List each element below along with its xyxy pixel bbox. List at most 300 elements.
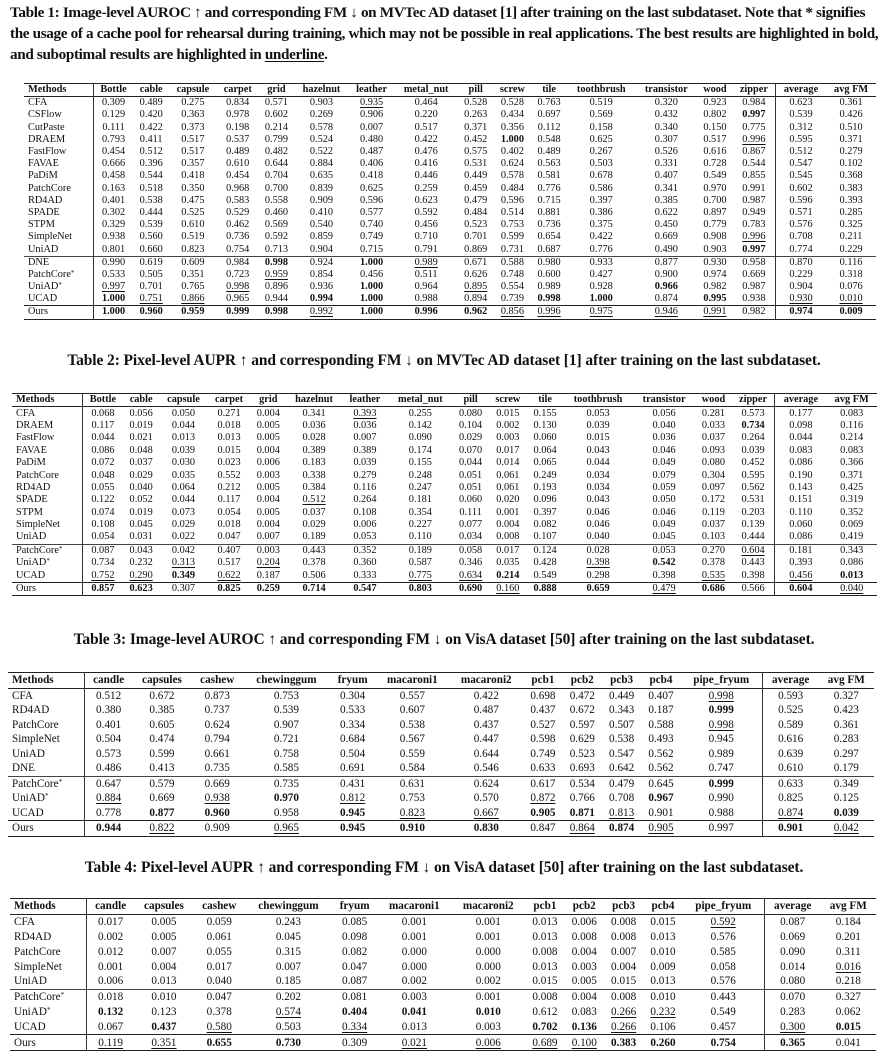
metric-cell xyxy=(82,407,123,420)
metric-value: 0.214 xyxy=(840,432,864,444)
table-row xyxy=(10,959,876,974)
metric-cell xyxy=(681,776,763,791)
metric-value: 0.960 xyxy=(139,306,163,318)
metric-cell xyxy=(821,944,876,959)
metric-cell xyxy=(732,469,775,481)
metric-cell xyxy=(775,195,826,207)
metric-cell xyxy=(641,821,680,837)
metric-value: 0.361 xyxy=(833,718,859,731)
metric-value: 0.644 xyxy=(473,747,499,760)
metric-value: 0.659 xyxy=(586,583,610,595)
metric-cell xyxy=(697,231,733,243)
cache-pool-marker: * xyxy=(60,991,65,1000)
method-label: RD4AD xyxy=(14,930,52,943)
metric-value: 0.080 xyxy=(780,975,806,988)
metric-value: 0.422 xyxy=(139,121,163,133)
metric-value: 0.866 xyxy=(181,293,205,305)
metric-cell xyxy=(531,243,567,256)
metric-value: 0.923 xyxy=(703,97,727,109)
metric-cell xyxy=(695,420,731,432)
metric-value: 0.560 xyxy=(139,231,163,243)
metric-cell xyxy=(169,195,217,207)
metric-cell xyxy=(259,207,295,219)
metric-cell xyxy=(349,97,395,110)
metric-cell xyxy=(388,420,453,432)
column-header: pcb3 xyxy=(612,900,636,913)
metric-value: 0.122 xyxy=(91,494,115,506)
metric-cell xyxy=(388,557,453,569)
metric-cell xyxy=(531,231,567,243)
table-row xyxy=(10,1035,876,1051)
metric-cell xyxy=(733,109,776,121)
metric-value: 0.160 xyxy=(496,583,520,595)
method-name xyxy=(24,134,93,146)
metric-cell xyxy=(563,582,633,595)
metric-cell xyxy=(394,231,458,243)
metric-cell xyxy=(294,122,349,134)
metric-value: 0.626 xyxy=(464,268,488,280)
metric-cell xyxy=(681,703,763,718)
table-row xyxy=(8,761,874,776)
metric-value: 0.700 xyxy=(703,194,727,206)
metric-cell xyxy=(821,1035,876,1051)
table-row xyxy=(10,989,876,1004)
metric-cell xyxy=(217,134,259,146)
metric-value: 0.857 xyxy=(91,583,115,595)
metric-cell xyxy=(259,231,295,243)
metric-cell xyxy=(349,293,395,306)
metric-cell xyxy=(375,703,449,718)
method-name xyxy=(12,531,82,544)
metric-cell xyxy=(633,420,695,432)
metric-cell xyxy=(826,183,876,195)
metric-cell xyxy=(243,732,330,747)
metric-cell xyxy=(531,256,567,269)
metric-cell xyxy=(633,519,695,531)
metric-cell xyxy=(453,507,489,519)
metric-cell xyxy=(123,445,159,457)
metric-cell xyxy=(394,122,458,134)
metric-value: 0.592 xyxy=(264,231,289,243)
metric-cell xyxy=(633,507,695,519)
metric-cell xyxy=(458,306,494,319)
metric-cell xyxy=(394,207,458,219)
metric-cell xyxy=(93,269,133,281)
metric-cell xyxy=(330,688,376,703)
metric-cell xyxy=(764,914,820,929)
metric-value: 0.002 xyxy=(475,975,501,988)
table-row xyxy=(24,146,876,158)
column-header: chewinggum xyxy=(256,674,317,687)
metric-value: 0.529 xyxy=(226,206,250,218)
metric-cell xyxy=(449,776,523,791)
metric-cell xyxy=(93,170,133,182)
metric-value: 0.958 xyxy=(742,256,766,268)
metric-value: 0.023 xyxy=(217,457,241,469)
metric-cell xyxy=(208,569,250,582)
metric-cell xyxy=(821,930,876,945)
metric-cell xyxy=(133,170,169,182)
metric-value: 0.203 xyxy=(741,506,765,518)
metric-cell xyxy=(563,806,602,821)
metric-cell xyxy=(604,914,643,929)
metric-cell xyxy=(86,989,134,1004)
metric-value: 0.014 xyxy=(496,457,520,469)
metric-value: 0.106 xyxy=(650,1020,676,1033)
method-name xyxy=(10,1035,86,1051)
metric-value: 0.045 xyxy=(652,531,676,543)
cache-pool-marker: * xyxy=(58,544,63,553)
metric-value: 0.413 xyxy=(149,762,175,775)
metric-cell xyxy=(245,959,332,974)
metric-value: 0.218 xyxy=(835,975,861,988)
metric-cell xyxy=(133,207,169,219)
metric-cell xyxy=(217,293,259,306)
metric-value: 0.378 xyxy=(701,557,726,569)
metric-cell xyxy=(636,219,697,231)
metric-value: 0.660 xyxy=(139,243,163,255)
metric-value: 0.454 xyxy=(101,146,126,158)
method-label: UniAD xyxy=(16,557,47,569)
metric-value: 0.506 xyxy=(302,569,326,581)
metric-cell xyxy=(563,494,633,506)
column-header: pcb1 xyxy=(533,900,557,913)
method-label: FAVAE xyxy=(28,158,59,170)
metric-value: 0.119 xyxy=(98,1036,124,1049)
metric-value: 0.290 xyxy=(129,569,153,581)
metric-value: 0.311 xyxy=(835,945,861,958)
metric-value: 0.859 xyxy=(309,231,334,243)
metric-cell xyxy=(489,420,527,432)
metric-value: 0.111 xyxy=(102,121,125,133)
metric-value: 0.480 xyxy=(360,133,384,145)
column-header: transistor xyxy=(642,394,686,406)
metric-cell xyxy=(191,761,243,776)
metric-cell xyxy=(349,306,395,319)
metric-cell xyxy=(697,293,733,306)
metric-value: 0.285 xyxy=(839,206,863,218)
table1-caption xyxy=(10,2,882,65)
metric-cell xyxy=(643,1019,682,1034)
metric-value: 0.633 xyxy=(778,777,804,790)
metric-cell xyxy=(286,519,341,531)
column-header: screw xyxy=(499,84,525,96)
metric-value: 0.512 xyxy=(96,689,122,702)
metric-value: 0.598 xyxy=(530,733,556,746)
metric-value: 0.013 xyxy=(650,930,676,943)
metric-value: 0.945 xyxy=(708,733,734,746)
metric-cell xyxy=(633,582,695,595)
metric-cell xyxy=(762,747,818,762)
metric-value: 0.996 xyxy=(742,133,766,145)
metric-value: 0.085 xyxy=(342,916,368,929)
metric-value: 0.396 xyxy=(139,158,163,170)
metric-cell xyxy=(563,469,633,481)
metric-cell xyxy=(377,1005,451,1020)
metric-value: 0.327 xyxy=(835,991,861,1004)
metric-value: 0.666 xyxy=(101,158,126,170)
metric-cell xyxy=(636,158,697,170)
metric-cell xyxy=(134,944,193,959)
metric-value: 0.260 xyxy=(650,1036,676,1049)
metric-cell xyxy=(531,134,567,146)
table-row xyxy=(12,482,877,494)
metric-cell xyxy=(602,791,641,806)
metric-value: 0.730 xyxy=(275,1036,301,1049)
metric-value: 0.625 xyxy=(360,182,384,194)
metric-value: 0.040 xyxy=(206,975,232,988)
method-name xyxy=(10,989,86,1004)
metric-value: 0.888 xyxy=(533,583,557,595)
metric-value: 0.068 xyxy=(91,407,115,419)
metric-cell xyxy=(84,718,132,733)
metric-value: 0.021 xyxy=(401,1036,427,1049)
column-header: carpet xyxy=(215,394,244,406)
metric-cell xyxy=(683,989,765,1004)
metric-value: 0.243 xyxy=(275,916,301,929)
metric-value: 0.593 xyxy=(778,689,804,702)
column-header: leather xyxy=(356,84,388,96)
metric-cell xyxy=(84,761,132,776)
metric-cell xyxy=(531,97,567,110)
metric-cell xyxy=(294,293,349,306)
metric-cell xyxy=(565,1035,604,1051)
metric-cell xyxy=(250,569,286,582)
metric-cell xyxy=(523,821,562,837)
metric-cell xyxy=(458,293,494,306)
metric-cell xyxy=(133,158,169,170)
method-name xyxy=(12,445,82,457)
metric-value: 0.275 xyxy=(181,97,205,109)
metric-cell xyxy=(342,507,388,519)
metric-cell xyxy=(84,821,132,837)
metric-cell xyxy=(567,207,636,219)
metric-value: 0.363 xyxy=(181,109,205,121)
method-name xyxy=(24,195,93,207)
metric-value: 0.313 xyxy=(171,557,196,569)
method-name xyxy=(24,231,93,243)
metric-cell xyxy=(527,494,563,506)
metric-cell xyxy=(458,158,494,170)
column-header: avg FM xyxy=(829,900,867,913)
metric-cell xyxy=(604,1005,643,1020)
metric-value: 0.283 xyxy=(833,733,859,746)
metric-value: 0.419 xyxy=(840,531,864,543)
method-label: Ours xyxy=(28,306,49,318)
metric-value: 0.281 xyxy=(701,407,726,419)
metric-value: 0.029 xyxy=(459,432,483,444)
metric-cell xyxy=(525,930,564,945)
table-row xyxy=(24,195,876,207)
metric-value: 0.991 xyxy=(703,306,727,318)
metric-cell xyxy=(286,544,341,557)
table-row xyxy=(8,703,874,718)
metric-value: 0.050 xyxy=(171,407,196,419)
metric-cell xyxy=(243,718,330,733)
table-row xyxy=(8,718,874,733)
metric-cell xyxy=(762,703,818,718)
metric-value: 0.578 xyxy=(500,170,524,182)
metric-value: 0.044 xyxy=(789,432,813,444)
metric-cell xyxy=(643,930,682,945)
metric-value: 0.040 xyxy=(129,481,153,493)
metric-value: 0.083 xyxy=(840,444,864,456)
metric-value: 0.752 xyxy=(91,569,115,581)
metric-value: 0.350 xyxy=(181,182,205,194)
metric-value: 0.908 xyxy=(703,231,727,243)
metric-value: 0.793 xyxy=(101,133,126,145)
metric-cell xyxy=(531,306,567,319)
metric-cell xyxy=(819,703,874,718)
metric-value: 0.005 xyxy=(256,419,280,431)
column-header: pcb4 xyxy=(649,674,673,687)
metric-value: 0.871 xyxy=(569,806,595,819)
metric-value: 0.538 xyxy=(139,194,163,206)
metric-cell xyxy=(602,776,641,791)
metric-cell xyxy=(133,231,169,243)
metric-value: 0.079 xyxy=(652,469,676,481)
metric-value: 0.928 xyxy=(589,281,613,293)
metric-value: 0.864 xyxy=(569,822,595,835)
metric-cell xyxy=(493,146,531,158)
metric-value: 0.583 xyxy=(226,194,250,206)
method-label: SimpleNet xyxy=(28,231,73,243)
metric-cell xyxy=(123,432,159,444)
metric-cell xyxy=(489,445,527,457)
method-name xyxy=(12,557,82,569)
method-label: STPM xyxy=(28,219,55,231)
metric-value: 0.013 xyxy=(532,930,558,943)
metric-cell xyxy=(636,207,697,219)
metric-cell xyxy=(697,146,733,158)
metric-cell xyxy=(134,959,193,974)
metric-cell xyxy=(93,243,133,256)
metric-value: 0.010 xyxy=(151,991,177,1004)
metric-cell xyxy=(84,688,132,703)
metric-value: 0.604 xyxy=(789,583,813,595)
metric-value: 0.996 xyxy=(414,306,438,318)
column-header: average xyxy=(762,673,818,689)
metric-value: 0.616 xyxy=(703,146,727,158)
metric-cell xyxy=(169,281,217,293)
method-label: Ours xyxy=(16,583,37,595)
metric-value: 0.398 xyxy=(741,569,765,581)
metric-cell xyxy=(732,544,775,557)
metric-value: 0.112 xyxy=(537,121,561,133)
metric-cell xyxy=(453,544,489,557)
metric-cell xyxy=(191,776,243,791)
metric-value: 0.425 xyxy=(840,481,864,493)
metric-cell xyxy=(633,494,695,506)
metric-cell xyxy=(245,944,332,959)
metric-cell xyxy=(243,688,330,703)
metric-value: 0.004 xyxy=(571,945,597,958)
metric-cell xyxy=(826,544,877,557)
metric-cell xyxy=(342,569,388,582)
metric-cell xyxy=(695,519,731,531)
metric-cell xyxy=(123,469,159,481)
method-label: SimpleNet xyxy=(14,960,62,973)
metric-cell xyxy=(733,281,776,293)
metric-value: 0.596 xyxy=(500,194,524,206)
column-header: tile xyxy=(542,84,556,96)
metric-cell xyxy=(286,582,341,595)
metric-value: 0.905 xyxy=(530,806,556,819)
metric-cell xyxy=(821,959,876,974)
metric-value: 0.701 xyxy=(139,281,163,293)
metric-value: 0.903 xyxy=(703,243,727,255)
metric-cell xyxy=(159,494,208,506)
metric-cell xyxy=(633,432,695,444)
metric-value: 0.232 xyxy=(650,1005,676,1018)
metric-value: 0.051 xyxy=(459,481,483,493)
metric-cell xyxy=(826,306,876,319)
metric-cell xyxy=(636,256,697,269)
metric-value: 0.040 xyxy=(652,419,676,431)
metric-value: 0.349 xyxy=(833,777,859,790)
metric-cell xyxy=(394,158,458,170)
table-row xyxy=(12,569,877,582)
metric-value: 0.044 xyxy=(459,457,483,469)
metric-cell xyxy=(169,158,217,170)
metric-value: 0.507 xyxy=(609,718,635,731)
metric-value: 0.517 xyxy=(181,146,205,158)
metric-value: 1.000 xyxy=(360,293,384,305)
metric-cell xyxy=(133,195,169,207)
metric-cell xyxy=(764,1019,820,1034)
metric-cell xyxy=(565,959,604,974)
metric-cell xyxy=(377,930,451,945)
metric-value: 0.489 xyxy=(537,146,561,158)
column-header: capsules xyxy=(142,674,182,687)
cache-pool-marker: * xyxy=(44,792,49,801)
metric-cell xyxy=(525,1035,564,1051)
metric-cell xyxy=(732,482,775,494)
metric-value: 0.503 xyxy=(589,158,613,170)
metric-cell xyxy=(191,747,243,762)
metric-cell xyxy=(527,407,563,420)
metric-cell xyxy=(826,407,877,420)
method-label: UCAD xyxy=(12,806,44,819)
metric-value: 0.734 xyxy=(91,557,115,569)
metric-value: 0.060 xyxy=(459,494,483,506)
metric-cell xyxy=(531,158,567,170)
metric-cell xyxy=(525,914,564,929)
metric-value: 0.834 xyxy=(226,97,250,109)
metric-cell xyxy=(764,944,820,959)
metric-cell xyxy=(453,519,489,531)
metric-value: 0.633 xyxy=(530,762,556,775)
metric-cell xyxy=(294,219,349,231)
metric-value: 0.110 xyxy=(408,531,432,543)
metric-value: 0.774 xyxy=(789,243,813,255)
metric-cell xyxy=(332,959,378,974)
metric-value: 0.010 xyxy=(650,945,676,958)
metric-value: 0.212 xyxy=(217,481,241,493)
metric-cell xyxy=(159,482,208,494)
metric-cell xyxy=(93,207,133,219)
metric-value: 0.076 xyxy=(839,281,863,293)
metric-cell xyxy=(375,761,449,776)
metric-cell xyxy=(123,519,159,531)
metric-value: 0.535 xyxy=(701,569,726,581)
metric-value: 0.619 xyxy=(139,256,163,268)
metric-value: 0.013 xyxy=(401,1020,427,1033)
metric-cell xyxy=(286,531,341,544)
metric-value: 0.007 xyxy=(611,945,637,958)
method-name xyxy=(12,519,82,531)
method-name xyxy=(24,97,93,110)
